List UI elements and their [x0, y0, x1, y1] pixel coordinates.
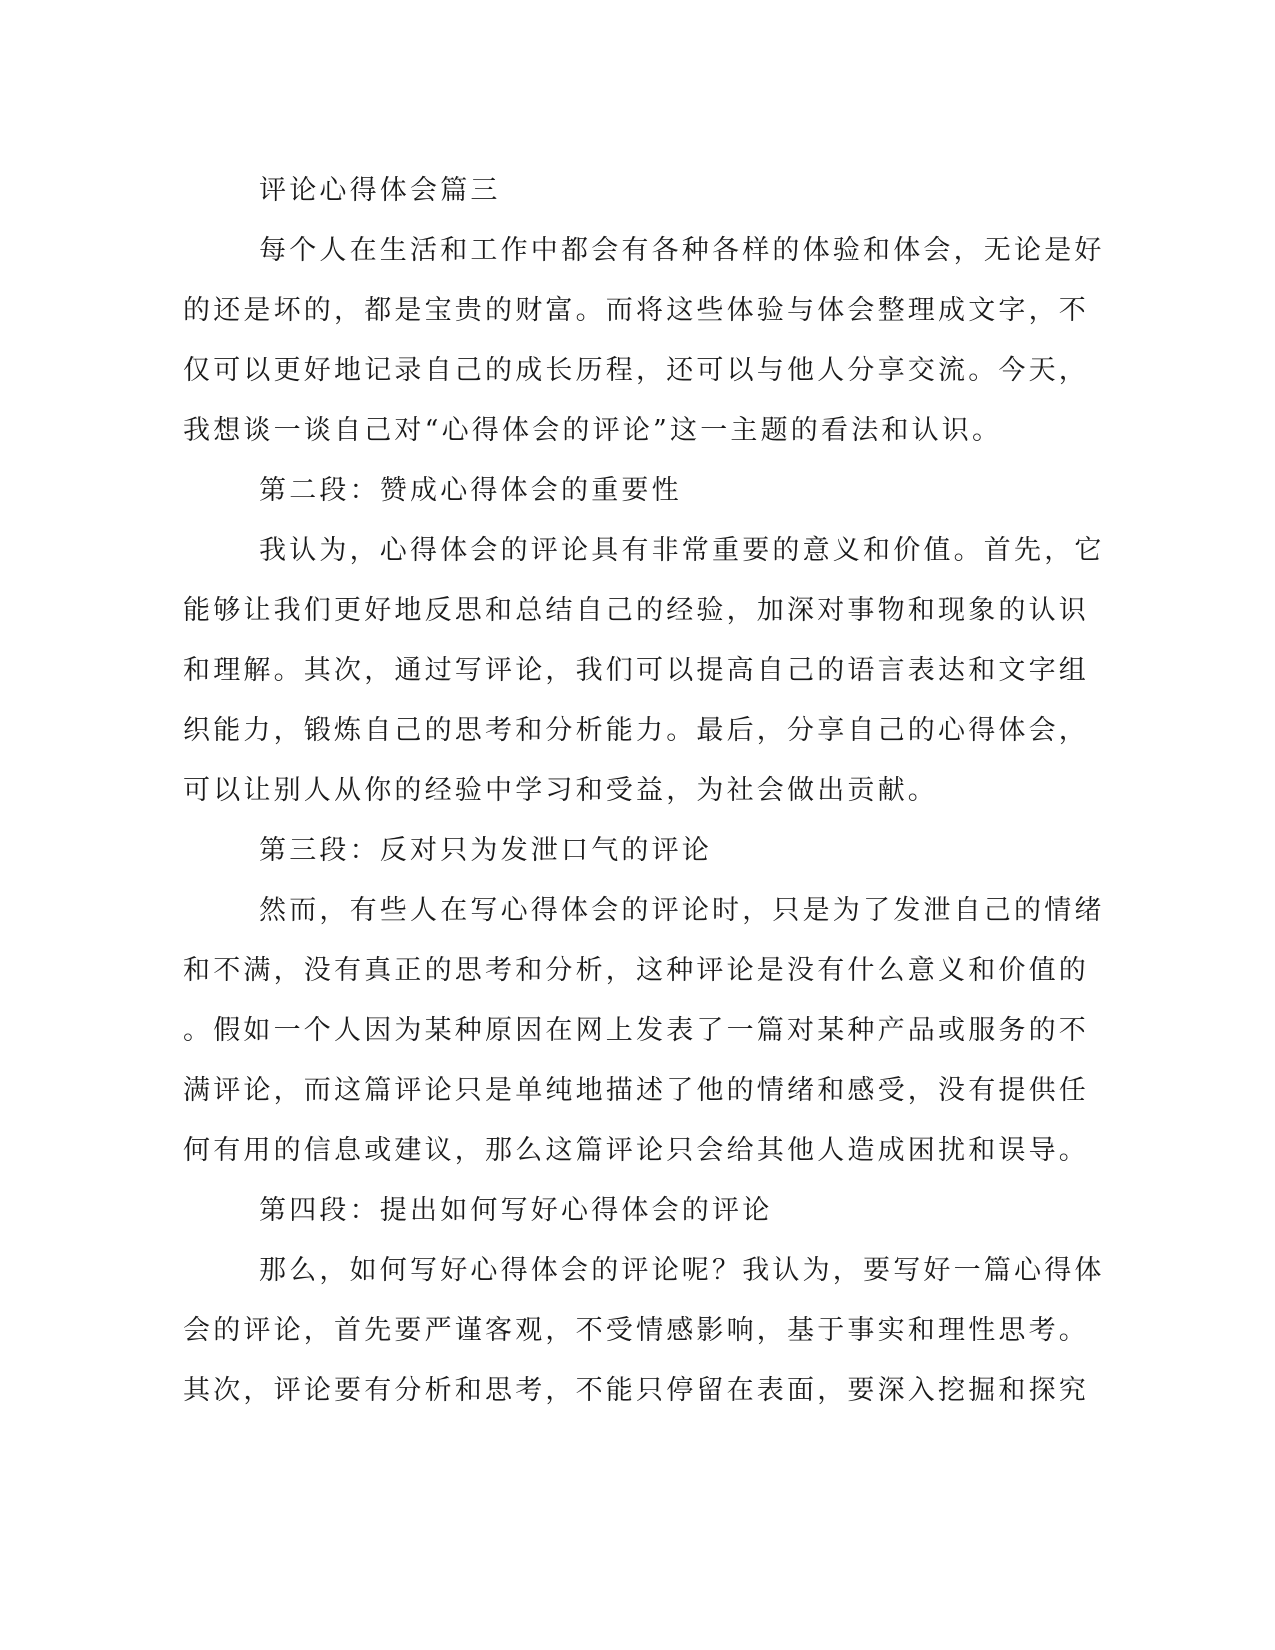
paragraph-line: 能够让我们更好地反思和总结自己的经验，加深对事物和现象的认识: [183, 595, 1089, 626]
paragraph-line: 的还是坏的，都是宝贵的财富。而将这些体验与体会整理成文字，不: [183, 295, 1089, 326]
paragraph-line: 其次，评论要有分析和思考，不能只停留在表面，要深入挖掘和探究: [183, 1375, 1089, 1406]
paragraph-line: 和不满，没有真正的思考和分析，这种评论是没有什么意义和价值的: [183, 955, 1089, 986]
section-heading-2: 第二段：赞成心得体会的重要性: [259, 475, 682, 506]
paragraph-importance: [183, 521, 1105, 821]
paragraph-line: 那么，如何写好心得体会的评论呢？我认为，要写好一篇心得体: [259, 1255, 1105, 1286]
paragraph-line: 和理解。其次，通过写评论，我们可以提高自己的语言表达和文字组: [183, 655, 1089, 686]
document-title: 评论心得体会篇三: [259, 175, 501, 206]
paragraph-line: 何有用的信息或建议，那么这篇评论只会给其他人造成困扰和误导。: [183, 1135, 1089, 1166]
section-heading-3: 第三段：反对只为发泄口气的评论: [259, 835, 712, 866]
paragraph-line: 织能力，锻炼自己的思考和分析能力。最后，分享自己的心得体会，: [183, 715, 1089, 746]
paragraph-line: 。假如一个人因为某种原因在网上发表了一篇对某种产品或服务的不: [183, 1015, 1089, 1046]
paragraph-line: 满评论，而这篇评论只是单纯地描述了他的情绪和感受，没有提供任: [183, 1075, 1089, 1106]
section-heading-4: 第四段：提出如何写好心得体会的评论: [259, 1195, 773, 1226]
paragraph-intro: [183, 221, 1105, 461]
paragraph-line: 会的评论，首先要严谨客观，不受情感影响，基于事实和理性思考。: [183, 1315, 1089, 1346]
paragraph-line: 然而，有些人在写心得体会的评论时，只是为了发泄自己的情绪: [259, 895, 1105, 926]
paragraph-opposition: [183, 881, 1105, 1181]
paragraph-line: 我想谈一谈自己对“心得体会的评论”这一主题的看法和认识。: [183, 415, 1003, 446]
paragraph-how-to: [183, 1241, 1105, 1421]
paragraph-line: 可以让别人从你的经验中学习和受益，为社会做出贡献。: [183, 775, 938, 806]
paragraph-line: 每个人在生活和工作中都会有各种各样的体验和体会，无论是好: [259, 235, 1105, 266]
paragraph-line: 仅可以更好地记录自己的成长历程，还可以与他人分享交流。今天，: [183, 355, 1089, 386]
paragraph-line: 我认为，心得体会的评论具有非常重要的意义和价值。首先，它: [259, 535, 1105, 566]
document-body: [183, 161, 1105, 1421]
